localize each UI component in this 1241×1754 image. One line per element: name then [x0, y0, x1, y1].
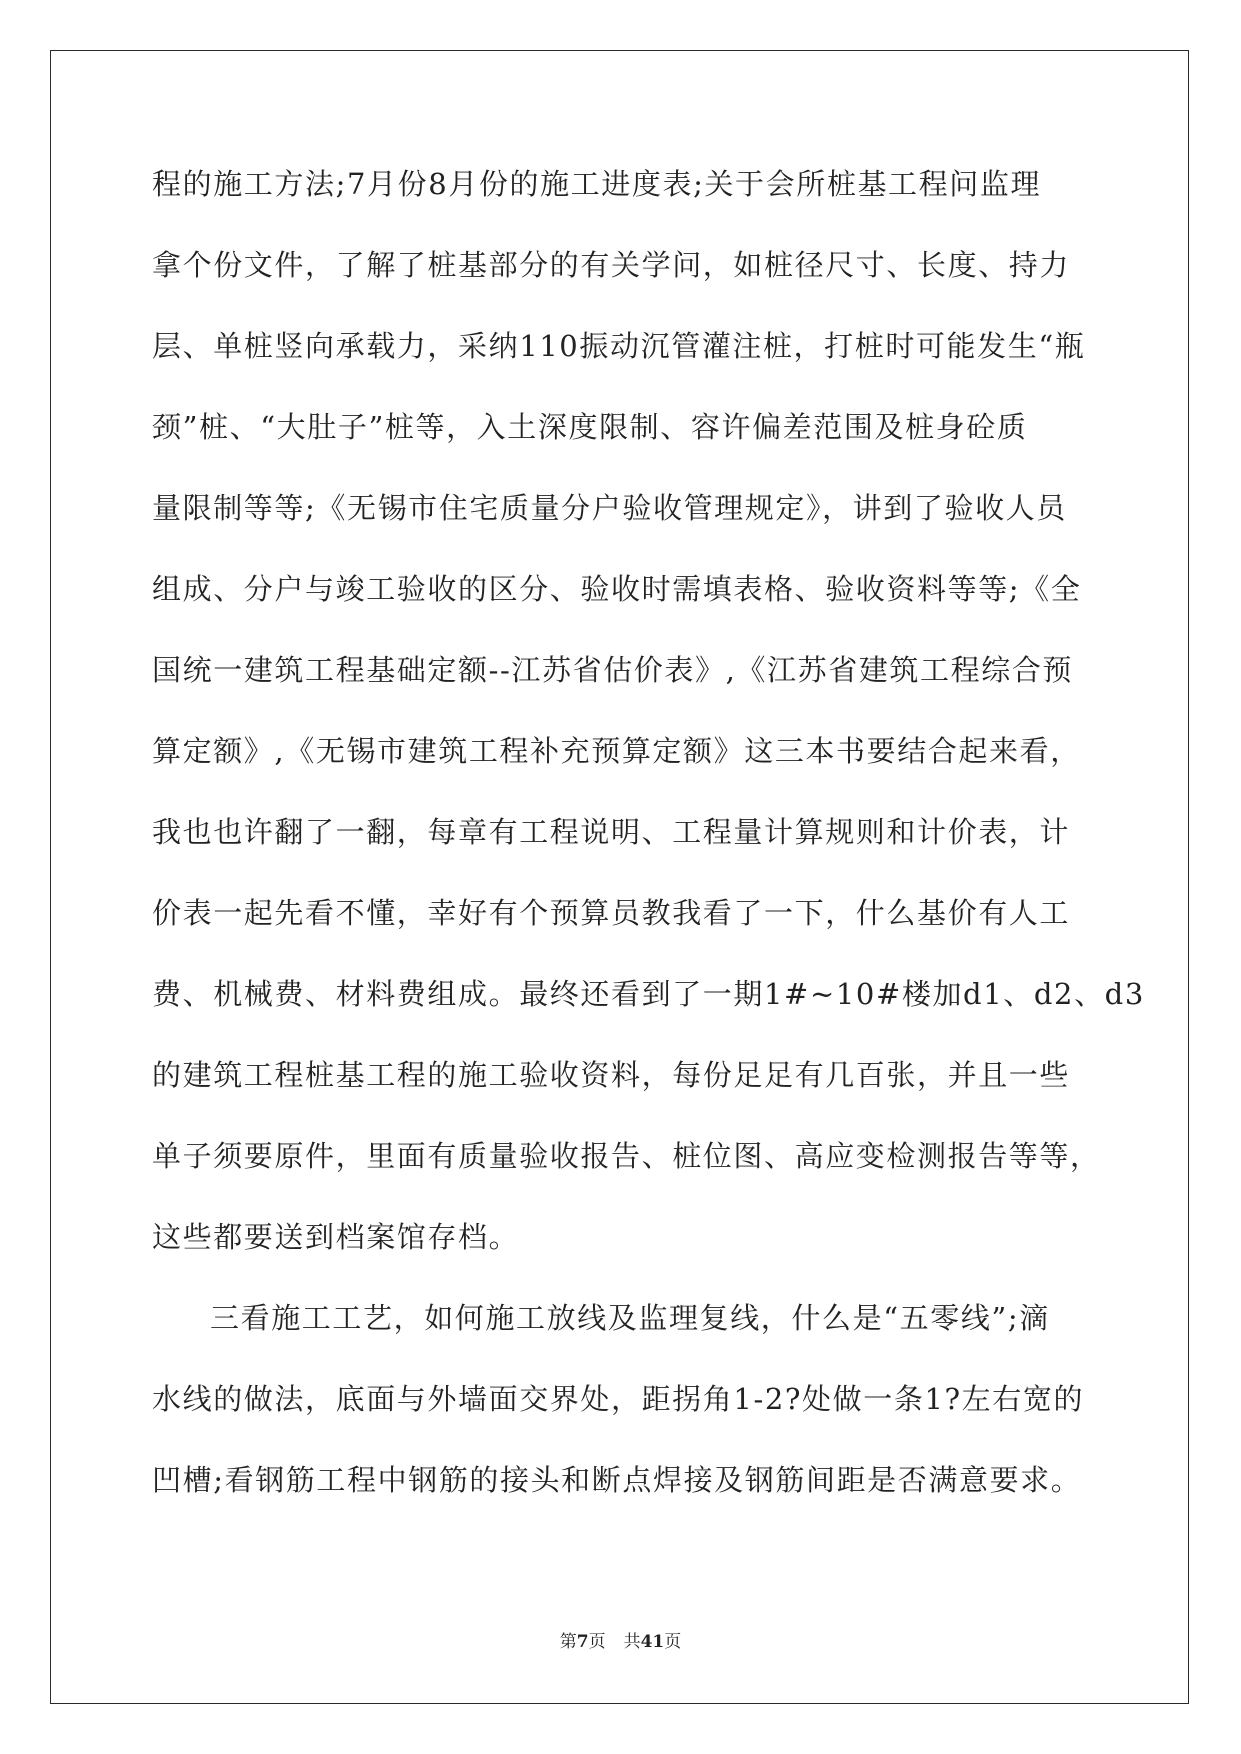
footer-page-suffix: 页 [588, 1632, 606, 1652]
text-line: 量限制等等;《无锡市住宅质量分户验收管理规定》，讲到了验收人员 [152, 491, 1067, 525]
current-page-number: 7 [576, 1632, 589, 1652]
footer-total-prefix: 共 [623, 1632, 641, 1652]
text-line: 拿个份文件，了解了桩基部分的有关学问，如桩径尺寸、长度、持力 [152, 248, 1071, 282]
text-line: 这些都要送到档案馆存档。 [152, 1220, 520, 1254]
total-page-count: 41 [640, 1632, 665, 1652]
text-line: 算定额》,《无锡市建筑工程补充预算定额》这三本书要结合起来看， [152, 734, 1081, 768]
text-line: 程的施工方法;7月份8月份的施工进度表;关于会所桩基工程问监理 [152, 167, 1042, 201]
text-line: 价表一起先看不懂，幸好有个预算员教我看了一下，什么基价有人工 [152, 896, 1071, 930]
document-body [152, 160, 1145, 1537]
text-line: 颈”桩、“大肚子”桩等，入土深度限制、容许偏差范围及桩身砼质 [152, 410, 1028, 444]
footer-total-suffix: 页 [664, 1632, 682, 1652]
text-line: 凹槽;看钢筋工程中钢筋的接头和断点焊接及钢筋间距是否满意要求。 [152, 1463, 1082, 1497]
text-line: 组成、分户与竣工验收的区分、验收时需填表格、验收资料等等;《全 [152, 572, 1082, 606]
text-line: 层、单桩竖向承载力，采纳110振动沉管灌注桩，打桩时可能发生“瓶 [152, 329, 1086, 363]
text-line: 国统一建筑工程基础定额--江苏省估价表》,《江苏省建筑工程综合预 [152, 653, 1074, 687]
text-line: 水线的做法，底面与外墙面交界处，距拐角1-2?处做一条1?左右宽的 [152, 1382, 1085, 1416]
text-line: 费、机械费、材料费组成。最终还看到了一期1#~10#楼加d1、d2、d3 [152, 977, 1145, 1011]
page-footer [0, 1627, 1241, 1652]
paragraph-start-line: 三看施工工艺，如何施工放线及监理复线，什么是“五零线”;滴 [210, 1301, 1050, 1335]
text-line: 单子须要原件，里面有质量验收报告、桩位图、高应变检测报告等等， [152, 1139, 1101, 1173]
text-line: 的建筑工程桩基工程的施工验收资料，每份足足有几百张，并且一些 [152, 1058, 1071, 1092]
text-line: 我也也许翻了一翻，每章有工程说明、工程量计算规则和计价表，计 [152, 815, 1071, 849]
footer-prefix: 第 [559, 1632, 577, 1652]
